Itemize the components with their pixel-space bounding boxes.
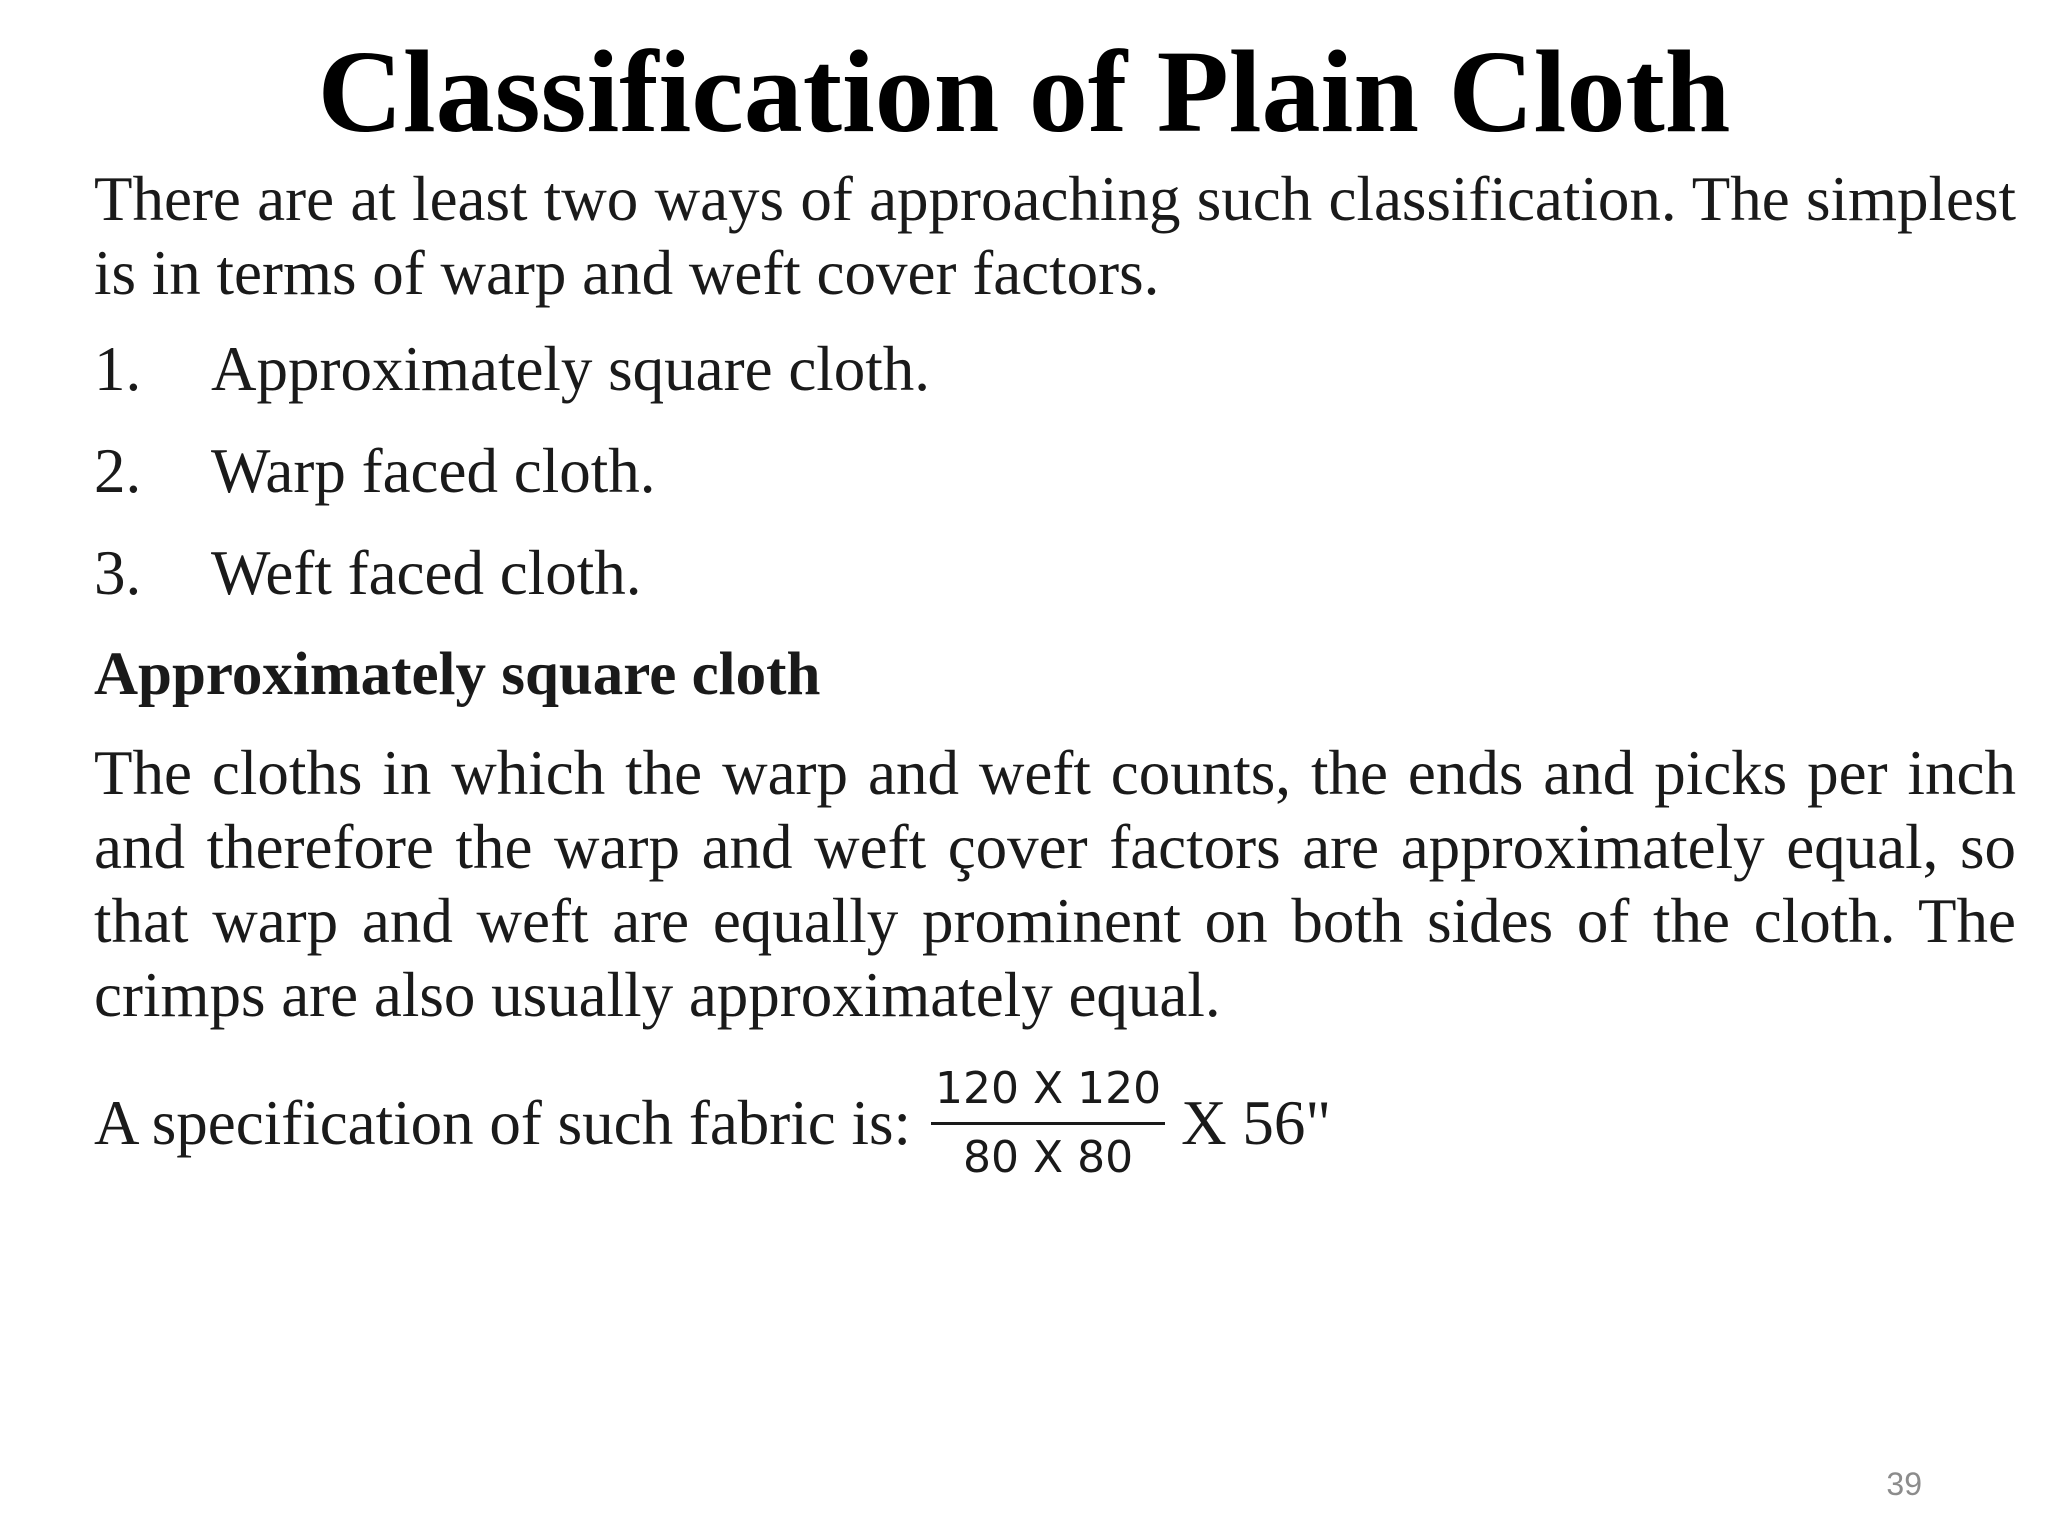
body-paragraph: The cloths in which the warp and weft counts, the ends and picks per inch and therefore the warp and weft çover factors are approximately equal, so that warp and weft are equally prominent on both sides of the cloth. The crimps are also usually approximately equal. (94, 738, 2016, 1030)
list-item (94, 434, 2016, 508)
fabric-specification (94, 1058, 2016, 1188)
list-item (94, 332, 2016, 406)
list-item-text: Warp faced cloth. (211, 436, 656, 506)
page-number: 39 (1886, 1466, 1922, 1502)
spec-width: X 56" (1181, 1088, 1332, 1158)
classification-list (94, 332, 2016, 610)
slide-title: Classification of Plain Cloth (317, 26, 1731, 157)
spec-label: A specification of such fabric is: (94, 1088, 912, 1158)
intro-paragraph: There are at least two ways of approaching such classification. The simplest is in terms of warp and weft cover factors. (94, 164, 2016, 308)
list-item-number: 3. (94, 538, 142, 608)
section-heading: Approximately square cloth (94, 641, 821, 708)
list-item-text: Weft faced cloth. (211, 538, 642, 608)
fraction-denominator: 80 X 80 (963, 1131, 1134, 1183)
list-item (94, 536, 2016, 610)
list-item-text: Approximately square cloth. (211, 334, 931, 404)
spec-fraction (931, 1060, 1165, 1187)
fraction-numerator: 120 X 120 (931, 1060, 1165, 1125)
list-item-number: 1. (94, 334, 142, 404)
slide-content (94, 162, 2016, 1188)
list-item-number: 2. (94, 436, 142, 506)
